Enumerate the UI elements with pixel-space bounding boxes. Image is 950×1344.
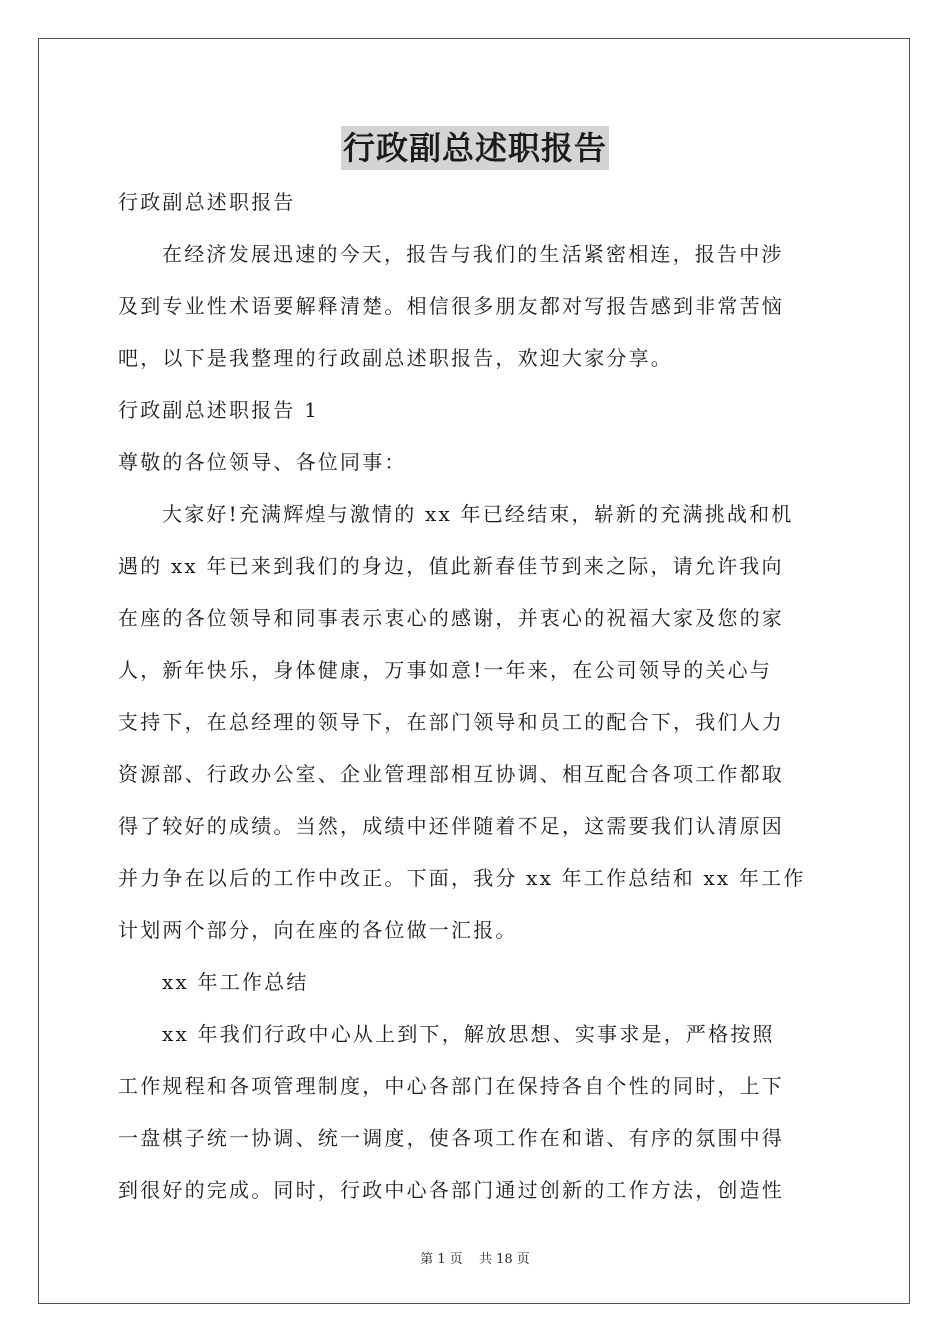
body-text-line: xx 年我们行政中心从上到下，解放思想、实事求是，严格按照 [162, 1022, 775, 1046]
body-text-line: 人，新年快乐，身体健康，万事如意!一年来，在公司领导的关心与 [118, 658, 773, 682]
page-number: 第 1 页 [420, 1252, 463, 1267]
body-text-line: 一盘棋子统一协调、统一调度，使各项工作在和谐、有序的氛围中得 [118, 1126, 784, 1150]
page-total: 共 18 页 [478, 1252, 530, 1267]
body-text-line: 资源部、行政办公室、企业管理部相互协调、相互配合各项工作都取 [118, 762, 784, 786]
body-text-line: 行政副总述职报告 [118, 190, 296, 214]
body-text-line: 工作规程和各项管理制度，中心各部门在保持各自个性的同时，上下 [118, 1074, 784, 1098]
body-text-line: 遇的 xx 年已来到我们的身边，值此新春佳节到来之际，请允许我向 [118, 554, 784, 578]
page-footer [0, 1248, 950, 1267]
body-text-line: 吧，以下是我整理的行政副总述职报告，欢迎大家分享。 [118, 346, 673, 370]
body-text-line: 及到专业性术语要解释清楚。相信很多朋友都对写报告感到非常苦恼 [118, 294, 784, 318]
body-text-line: 行政副总述职报告 1 [118, 398, 320, 422]
body-text-line: 支持下，在总经理的领导下，在部门领导和员工的配合下，我们人力 [118, 710, 784, 734]
body-text-line: 得了较好的成绩。当然，成绩中还伴随着不足，这需要我们认清原因 [118, 814, 784, 838]
document-body [118, 176, 834, 1216]
body-text-line: 大家好!充满辉煌与激情的 xx 年已经结束，崭新的充满挑战和机 [162, 502, 794, 526]
body-text-line: xx 年工作总结 [162, 970, 309, 994]
title-container [0, 126, 950, 170]
document-title: 行政副总述职报告 [341, 126, 609, 170]
body-text-line: 计划两个部分，向在座的各位做一汇报。 [118, 918, 518, 942]
body-text-line: 到很好的完成。同时，行政中心各部门通过创新的工作方法，创造性 [118, 1178, 784, 1202]
body-text-line: 在座的各位领导和同事表示衷心的感谢，并衷心的祝福大家及您的家 [118, 606, 784, 630]
body-text-line: 在经济发展迅速的今天，报告与我们的生活紧密相连，报告中涉 [162, 242, 784, 266]
body-text-line: 并力争在以后的工作中改正。下面，我分 xx 年工作总结和 xx 年工作 [118, 866, 806, 890]
body-text-line: 尊敬的各位领导、各位同事： [118, 450, 407, 474]
